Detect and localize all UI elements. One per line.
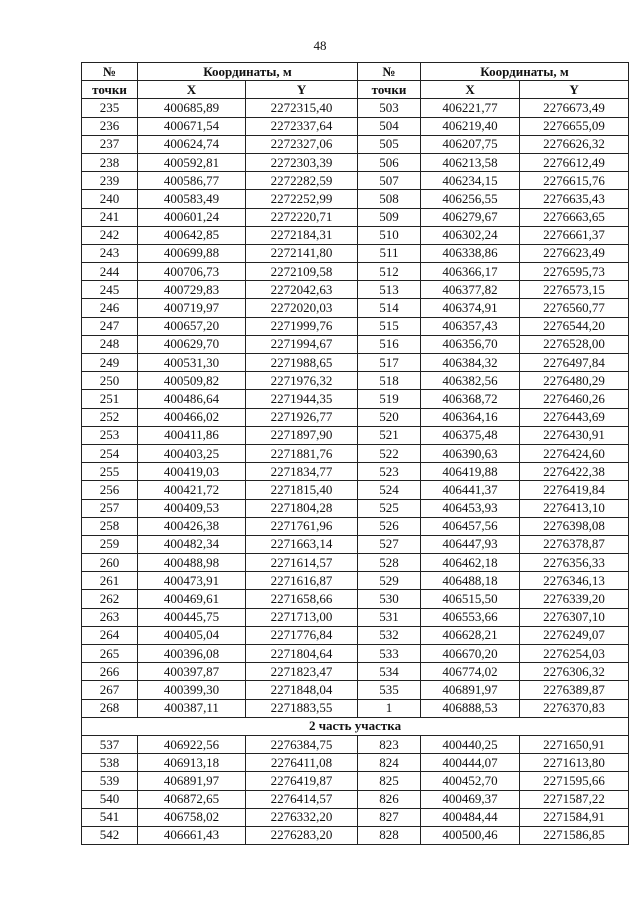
point-number-cell: 239 bbox=[82, 172, 138, 190]
section-title: 2 часть участка bbox=[82, 717, 629, 735]
point-number-cell: 1 bbox=[358, 699, 421, 717]
y-coordinate-cell: 2271658,66 bbox=[246, 590, 358, 608]
point-number-cell: 517 bbox=[358, 354, 421, 372]
x-coordinate-cell: 406462,18 bbox=[421, 554, 520, 572]
x-coordinate-cell: 406256,55 bbox=[421, 190, 520, 208]
y-coordinate-cell: 2276528,00 bbox=[520, 335, 629, 353]
table-row bbox=[82, 608, 629, 626]
x-coordinate-cell: 400419,03 bbox=[138, 463, 246, 481]
point-number-cell: 537 bbox=[82, 735, 138, 753]
y-coordinate-cell: 2271776,84 bbox=[246, 626, 358, 644]
y-coordinate-cell: 2271586,85 bbox=[520, 826, 629, 844]
section-row bbox=[82, 717, 629, 735]
point-number-cell: 503 bbox=[358, 99, 421, 117]
y-coordinate-cell: 2272282,59 bbox=[246, 172, 358, 190]
point-number-cell: 241 bbox=[82, 208, 138, 226]
x-coordinate-cell: 400440,25 bbox=[421, 735, 520, 753]
y-header: Y bbox=[246, 81, 358, 99]
y-coordinate-cell: 2276398,08 bbox=[520, 517, 629, 535]
x-coordinate-cell: 400671,54 bbox=[138, 117, 246, 135]
point-number-cell: 254 bbox=[82, 444, 138, 462]
x-coordinate-cell: 406891,97 bbox=[138, 772, 246, 790]
table-row bbox=[82, 135, 629, 153]
y-coordinate-cell: 2276356,33 bbox=[520, 554, 629, 572]
point-number-cell: 250 bbox=[82, 372, 138, 390]
point-number-cell: 509 bbox=[358, 208, 421, 226]
point-number-cell: 516 bbox=[358, 335, 421, 353]
table-row bbox=[82, 554, 629, 572]
point-number-cell: 524 bbox=[358, 481, 421, 499]
x-coordinate-cell: 400583,49 bbox=[138, 190, 246, 208]
x-coordinate-cell: 400531,30 bbox=[138, 354, 246, 372]
y-coordinate-cell: 2276635,43 bbox=[520, 190, 629, 208]
x-coordinate-cell: 400473,91 bbox=[138, 572, 246, 590]
y-coordinate-cell: 2276378,87 bbox=[520, 535, 629, 553]
x-coordinate-cell: 400444,07 bbox=[421, 754, 520, 772]
x-coordinate-cell: 400642,85 bbox=[138, 226, 246, 244]
table-row bbox=[82, 790, 629, 808]
table-row bbox=[82, 117, 629, 135]
y-coordinate-cell: 2276413,10 bbox=[520, 499, 629, 517]
x-coordinate-cell: 406441,37 bbox=[421, 481, 520, 499]
x-coordinate-cell: 400466,02 bbox=[138, 408, 246, 426]
point-number-cell: 246 bbox=[82, 299, 138, 317]
table-row bbox=[82, 626, 629, 644]
y-coordinate-cell: 2271663,14 bbox=[246, 535, 358, 553]
y-coordinate-cell: 2271848,04 bbox=[246, 681, 358, 699]
y-coordinate-cell: 2276661,37 bbox=[520, 226, 629, 244]
y-coordinate-cell: 2276283,20 bbox=[246, 826, 358, 844]
y-coordinate-cell: 2271595,66 bbox=[520, 772, 629, 790]
x-coordinate-cell: 406515,50 bbox=[421, 590, 520, 608]
x-coordinate-cell: 406553,66 bbox=[421, 608, 520, 626]
point-number-cell: 508 bbox=[358, 190, 421, 208]
x-coordinate-cell: 400403,25 bbox=[138, 444, 246, 462]
point-number-cell: 828 bbox=[358, 826, 421, 844]
table-row bbox=[82, 499, 629, 517]
table-row bbox=[82, 335, 629, 353]
x-coordinate-cell: 400426,38 bbox=[138, 517, 246, 535]
x-coordinate-cell: 400486,64 bbox=[138, 390, 246, 408]
point-label-header: точки bbox=[82, 81, 138, 99]
coordinates-header-left: Координаты, м bbox=[138, 63, 358, 81]
point-number-cell: 540 bbox=[82, 790, 138, 808]
table-row bbox=[82, 372, 629, 390]
point-number-cell: 256 bbox=[82, 481, 138, 499]
x-coordinate-cell: 406377,82 bbox=[421, 281, 520, 299]
x-coordinate-cell: 400452,70 bbox=[421, 772, 520, 790]
x-coordinate-cell: 400399,30 bbox=[138, 681, 246, 699]
x-coordinate-cell: 406872,65 bbox=[138, 790, 246, 808]
point-number-cell: 522 bbox=[358, 444, 421, 462]
y-coordinate-cell: 2276384,75 bbox=[246, 735, 358, 753]
table-row bbox=[82, 299, 629, 317]
table-row bbox=[82, 826, 629, 844]
x-coordinate-cell: 400397,87 bbox=[138, 663, 246, 681]
y-coordinate-cell: 2271988,65 bbox=[246, 354, 358, 372]
point-number-cell: 257 bbox=[82, 499, 138, 517]
x-coordinate-cell: 406922,56 bbox=[138, 735, 246, 753]
table-row bbox=[82, 226, 629, 244]
point-number-cell: 535 bbox=[358, 681, 421, 699]
table-row bbox=[82, 354, 629, 372]
y-coordinate-cell: 2276370,83 bbox=[520, 699, 629, 717]
y-coordinate-cell: 2276626,32 bbox=[520, 135, 629, 153]
point-number-cell: 252 bbox=[82, 408, 138, 426]
x-coordinate-cell: 406368,72 bbox=[421, 390, 520, 408]
point-number-cell: 504 bbox=[358, 117, 421, 135]
x-coordinate-cell: 400488,98 bbox=[138, 554, 246, 572]
y-coordinate-cell: 2271613,80 bbox=[520, 754, 629, 772]
point-number-cell: 237 bbox=[82, 135, 138, 153]
coordinates-header-right: Координаты, м bbox=[421, 63, 629, 81]
table-row bbox=[82, 408, 629, 426]
point-number-cell: 236 bbox=[82, 117, 138, 135]
point-number-cell: 525 bbox=[358, 499, 421, 517]
point-number-cell: 542 bbox=[82, 826, 138, 844]
y-coordinate-cell: 2276655,09 bbox=[520, 117, 629, 135]
y-coordinate-cell: 2272141,80 bbox=[246, 244, 358, 262]
x-coordinate-cell: 406234,15 bbox=[421, 172, 520, 190]
y-coordinate-cell: 2276419,84 bbox=[520, 481, 629, 499]
point-number-cell: 521 bbox=[358, 426, 421, 444]
y-coordinate-cell: 2272220,71 bbox=[246, 208, 358, 226]
y-coordinate-cell: 2271815,40 bbox=[246, 481, 358, 499]
point-number-cell: 255 bbox=[82, 463, 138, 481]
y-coordinate-cell: 2276389,87 bbox=[520, 681, 629, 699]
y-coordinate-cell: 2276673,49 bbox=[520, 99, 629, 117]
table-row bbox=[82, 444, 629, 462]
x-coordinate-cell: 400509,82 bbox=[138, 372, 246, 390]
table-row bbox=[82, 699, 629, 717]
x-header: X bbox=[138, 81, 246, 99]
x-coordinate-cell: 400586,77 bbox=[138, 172, 246, 190]
table-row bbox=[82, 681, 629, 699]
y-coordinate-cell: 2272303,39 bbox=[246, 153, 358, 171]
x-coordinate-cell: 406913,18 bbox=[138, 754, 246, 772]
x-coordinate-cell: 406364,16 bbox=[421, 408, 520, 426]
point-number-cell: 513 bbox=[358, 281, 421, 299]
point-number-cell: 539 bbox=[82, 772, 138, 790]
point-number-cell: 512 bbox=[358, 263, 421, 281]
y-coordinate-cell: 2271650,91 bbox=[520, 735, 629, 753]
point-number-cell: 266 bbox=[82, 663, 138, 681]
x-coordinate-cell: 406457,56 bbox=[421, 517, 520, 535]
x-coordinate-cell: 406661,43 bbox=[138, 826, 246, 844]
y-coordinate-cell: 2271926,77 bbox=[246, 408, 358, 426]
y-coordinate-cell: 2272252,99 bbox=[246, 190, 358, 208]
point-number-cell: 519 bbox=[358, 390, 421, 408]
point-number-cell: 515 bbox=[358, 317, 421, 335]
point-number-cell: 823 bbox=[358, 735, 421, 753]
x-coordinate-cell: 400396,08 bbox=[138, 645, 246, 663]
point-number-cell: 527 bbox=[358, 535, 421, 553]
x-coordinate-cell: 406447,93 bbox=[421, 535, 520, 553]
x-coordinate-cell: 400657,20 bbox=[138, 317, 246, 335]
x-header: X bbox=[421, 81, 520, 99]
x-coordinate-cell: 406390,63 bbox=[421, 444, 520, 462]
table-row bbox=[82, 572, 629, 590]
y-coordinate-cell: 2276623,49 bbox=[520, 244, 629, 262]
point-number-cell: 510 bbox=[358, 226, 421, 244]
y-coordinate-cell: 2276307,10 bbox=[520, 608, 629, 626]
y-coordinate-cell: 2271584,91 bbox=[520, 808, 629, 826]
x-coordinate-cell: 406888,53 bbox=[421, 699, 520, 717]
x-coordinate-cell: 406382,56 bbox=[421, 372, 520, 390]
x-coordinate-cell: 406628,21 bbox=[421, 626, 520, 644]
point-number-cell: 249 bbox=[82, 354, 138, 372]
y-coordinate-cell: 2271994,67 bbox=[246, 335, 358, 353]
x-coordinate-cell: 400469,61 bbox=[138, 590, 246, 608]
point-number-cell: 248 bbox=[82, 335, 138, 353]
table-row bbox=[82, 754, 629, 772]
point-number-cell: 251 bbox=[82, 390, 138, 408]
point-number-cell: 240 bbox=[82, 190, 138, 208]
x-coordinate-cell: 400445,75 bbox=[138, 608, 246, 626]
x-coordinate-cell: 406774,02 bbox=[421, 663, 520, 681]
y-coordinate-cell: 2276249,07 bbox=[520, 626, 629, 644]
point-number-cell: 267 bbox=[82, 681, 138, 699]
header-row-top bbox=[82, 63, 629, 81]
y-coordinate-cell: 2272315,40 bbox=[246, 99, 358, 117]
y-coordinate-cell: 2276411,08 bbox=[246, 754, 358, 772]
y-coordinate-cell: 2271881,76 bbox=[246, 444, 358, 462]
y-coordinate-cell: 2276430,91 bbox=[520, 426, 629, 444]
y-coordinate-cell: 2276497,84 bbox=[520, 354, 629, 372]
x-coordinate-cell: 406357,43 bbox=[421, 317, 520, 335]
point-number-cell: 260 bbox=[82, 554, 138, 572]
table-row bbox=[82, 517, 629, 535]
point-number-cell: 532 bbox=[358, 626, 421, 644]
y-coordinate-cell: 2271944,35 bbox=[246, 390, 358, 408]
y-coordinate-cell: 2271897,90 bbox=[246, 426, 358, 444]
y-coordinate-cell: 2272042,63 bbox=[246, 281, 358, 299]
y-coordinate-cell: 2272109,58 bbox=[246, 263, 358, 281]
x-coordinate-cell: 406453,93 bbox=[421, 499, 520, 517]
y-coordinate-cell: 2271713,00 bbox=[246, 608, 358, 626]
y-coordinate-cell: 2276346,13 bbox=[520, 572, 629, 590]
y-coordinate-cell: 2276443,69 bbox=[520, 408, 629, 426]
x-coordinate-cell: 400685,89 bbox=[138, 99, 246, 117]
table-row bbox=[82, 317, 629, 335]
y-coordinate-cell: 2276332,20 bbox=[246, 808, 358, 826]
table-row bbox=[82, 590, 629, 608]
point-number-cell: 526 bbox=[358, 517, 421, 535]
point-number-cell: 247 bbox=[82, 317, 138, 335]
point-number-cell: 514 bbox=[358, 299, 421, 317]
x-coordinate-cell: 400469,37 bbox=[421, 790, 520, 808]
table-row bbox=[82, 190, 629, 208]
point-number-cell: 530 bbox=[358, 590, 421, 608]
x-coordinate-cell: 400482,34 bbox=[138, 535, 246, 553]
part2-body bbox=[82, 735, 629, 844]
x-coordinate-cell: 400421,72 bbox=[138, 481, 246, 499]
y-coordinate-cell: 2271883,55 bbox=[246, 699, 358, 717]
y-coordinate-cell: 2272184,31 bbox=[246, 226, 358, 244]
point-number-cell: 245 bbox=[82, 281, 138, 299]
point-number-cell: 253 bbox=[82, 426, 138, 444]
point-number-cell: 541 bbox=[82, 808, 138, 826]
point-number-cell: 259 bbox=[82, 535, 138, 553]
point-number-cell: 244 bbox=[82, 263, 138, 281]
y-coordinate-cell: 2276460,26 bbox=[520, 390, 629, 408]
x-coordinate-cell: 400601,24 bbox=[138, 208, 246, 226]
page-number: 48 bbox=[313, 38, 327, 53]
x-coordinate-cell: 400629,70 bbox=[138, 335, 246, 353]
x-coordinate-cell: 400729,83 bbox=[138, 281, 246, 299]
table-row bbox=[82, 663, 629, 681]
point-number-cell: 523 bbox=[358, 463, 421, 481]
table-row bbox=[82, 244, 629, 262]
y-coordinate-cell: 2272327,06 bbox=[246, 135, 358, 153]
coordinates-table bbox=[81, 62, 629, 845]
x-coordinate-cell: 400500,46 bbox=[421, 826, 520, 844]
y-coordinate-cell: 2271804,28 bbox=[246, 499, 358, 517]
point-number-cell: 529 bbox=[358, 572, 421, 590]
y-coordinate-cell: 2276419,87 bbox=[246, 772, 358, 790]
y-coordinate-cell: 2276615,76 bbox=[520, 172, 629, 190]
y-coordinate-cell: 2276424,60 bbox=[520, 444, 629, 462]
x-coordinate-cell: 406488,18 bbox=[421, 572, 520, 590]
point-number-header: № bbox=[358, 63, 421, 81]
point-number-cell: 243 bbox=[82, 244, 138, 262]
table-row bbox=[82, 463, 629, 481]
x-coordinate-cell: 400484,44 bbox=[421, 808, 520, 826]
table-row bbox=[82, 263, 629, 281]
x-coordinate-cell: 406384,32 bbox=[421, 354, 520, 372]
y-coordinate-cell: 2276254,03 bbox=[520, 645, 629, 663]
point-number-cell: 534 bbox=[358, 663, 421, 681]
table-row bbox=[82, 808, 629, 826]
y-coordinate-cell: 2271804,64 bbox=[246, 645, 358, 663]
y-header: Y bbox=[520, 81, 629, 99]
x-coordinate-cell: 400387,11 bbox=[138, 699, 246, 717]
x-coordinate-cell: 406366,17 bbox=[421, 263, 520, 281]
point-label-header: точки bbox=[358, 81, 421, 99]
table-row bbox=[82, 281, 629, 299]
point-number-cell: 506 bbox=[358, 153, 421, 171]
y-coordinate-cell: 2276339,20 bbox=[520, 590, 629, 608]
y-coordinate-cell: 2276595,73 bbox=[520, 263, 629, 281]
x-coordinate-cell: 400592,81 bbox=[138, 153, 246, 171]
y-coordinate-cell: 2271976,32 bbox=[246, 372, 358, 390]
y-coordinate-cell: 2276422,38 bbox=[520, 463, 629, 481]
y-coordinate-cell: 2271999,76 bbox=[246, 317, 358, 335]
point-number-cell: 238 bbox=[82, 153, 138, 171]
table-row bbox=[82, 390, 629, 408]
x-coordinate-cell: 406338,86 bbox=[421, 244, 520, 262]
point-number-cell: 528 bbox=[358, 554, 421, 572]
x-coordinate-cell: 406419,88 bbox=[421, 463, 520, 481]
point-number-cell: 261 bbox=[82, 572, 138, 590]
point-number-header: № bbox=[82, 63, 138, 81]
point-number-cell: 825 bbox=[358, 772, 421, 790]
x-coordinate-cell: 400405,04 bbox=[138, 626, 246, 644]
y-coordinate-cell: 2271834,77 bbox=[246, 463, 358, 481]
x-coordinate-cell: 400411,86 bbox=[138, 426, 246, 444]
point-number-cell: 268 bbox=[82, 699, 138, 717]
y-coordinate-cell: 2276573,15 bbox=[520, 281, 629, 299]
y-coordinate-cell: 2272020,03 bbox=[246, 299, 358, 317]
x-coordinate-cell: 406279,67 bbox=[421, 208, 520, 226]
x-coordinate-cell: 406207,75 bbox=[421, 135, 520, 153]
header-row-bottom bbox=[82, 81, 629, 99]
table-row bbox=[82, 208, 629, 226]
table-row bbox=[82, 153, 629, 171]
x-coordinate-cell: 406356,70 bbox=[421, 335, 520, 353]
y-coordinate-cell: 2276663,65 bbox=[520, 208, 629, 226]
x-coordinate-cell: 406219,40 bbox=[421, 117, 520, 135]
point-number-cell: 826 bbox=[358, 790, 421, 808]
point-number-cell: 235 bbox=[82, 99, 138, 117]
table-row bbox=[82, 99, 629, 117]
y-coordinate-cell: 2276612,49 bbox=[520, 153, 629, 171]
x-coordinate-cell: 400706,73 bbox=[138, 263, 246, 281]
table-row bbox=[82, 772, 629, 790]
point-number-cell: 264 bbox=[82, 626, 138, 644]
x-coordinate-cell: 400409,53 bbox=[138, 499, 246, 517]
y-coordinate-cell: 2271616,87 bbox=[246, 572, 358, 590]
y-coordinate-cell: 2276544,20 bbox=[520, 317, 629, 335]
table-row bbox=[82, 481, 629, 499]
point-number-cell: 533 bbox=[358, 645, 421, 663]
table-row bbox=[82, 735, 629, 753]
point-number-cell: 242 bbox=[82, 226, 138, 244]
y-coordinate-cell: 2272337,64 bbox=[246, 117, 358, 135]
part1-body bbox=[82, 99, 629, 717]
y-coordinate-cell: 2271761,96 bbox=[246, 517, 358, 535]
point-number-cell: 531 bbox=[358, 608, 421, 626]
point-number-cell: 262 bbox=[82, 590, 138, 608]
y-coordinate-cell: 2271614,57 bbox=[246, 554, 358, 572]
x-coordinate-cell: 406670,20 bbox=[421, 645, 520, 663]
point-number-cell: 520 bbox=[358, 408, 421, 426]
x-coordinate-cell: 400699,88 bbox=[138, 244, 246, 262]
y-coordinate-cell: 2276560,77 bbox=[520, 299, 629, 317]
y-coordinate-cell: 2271587,22 bbox=[520, 790, 629, 808]
x-coordinate-cell: 400624,74 bbox=[138, 135, 246, 153]
point-number-cell: 824 bbox=[358, 754, 421, 772]
point-number-cell: 263 bbox=[82, 608, 138, 626]
table-row bbox=[82, 172, 629, 190]
x-coordinate-cell: 406213,58 bbox=[421, 153, 520, 171]
x-coordinate-cell: 406221,77 bbox=[421, 99, 520, 117]
x-coordinate-cell: 400719,97 bbox=[138, 299, 246, 317]
x-coordinate-cell: 406302,24 bbox=[421, 226, 520, 244]
point-number-cell: 507 bbox=[358, 172, 421, 190]
table-row bbox=[82, 645, 629, 663]
point-number-cell: 538 bbox=[82, 754, 138, 772]
point-number-cell: 505 bbox=[358, 135, 421, 153]
y-coordinate-cell: 2271823,47 bbox=[246, 663, 358, 681]
point-number-cell: 827 bbox=[358, 808, 421, 826]
x-coordinate-cell: 406375,48 bbox=[421, 426, 520, 444]
point-number-cell: 511 bbox=[358, 244, 421, 262]
y-coordinate-cell: 2276306,32 bbox=[520, 663, 629, 681]
x-coordinate-cell: 406758,02 bbox=[138, 808, 246, 826]
point-number-cell: 258 bbox=[82, 517, 138, 535]
point-number-cell: 265 bbox=[82, 645, 138, 663]
x-coordinate-cell: 406374,91 bbox=[421, 299, 520, 317]
table-row bbox=[82, 535, 629, 553]
y-coordinate-cell: 2276414,57 bbox=[246, 790, 358, 808]
y-coordinate-cell: 2276480,29 bbox=[520, 372, 629, 390]
x-coordinate-cell: 406891,97 bbox=[421, 681, 520, 699]
point-number-cell: 518 bbox=[358, 372, 421, 390]
table-row bbox=[82, 426, 629, 444]
